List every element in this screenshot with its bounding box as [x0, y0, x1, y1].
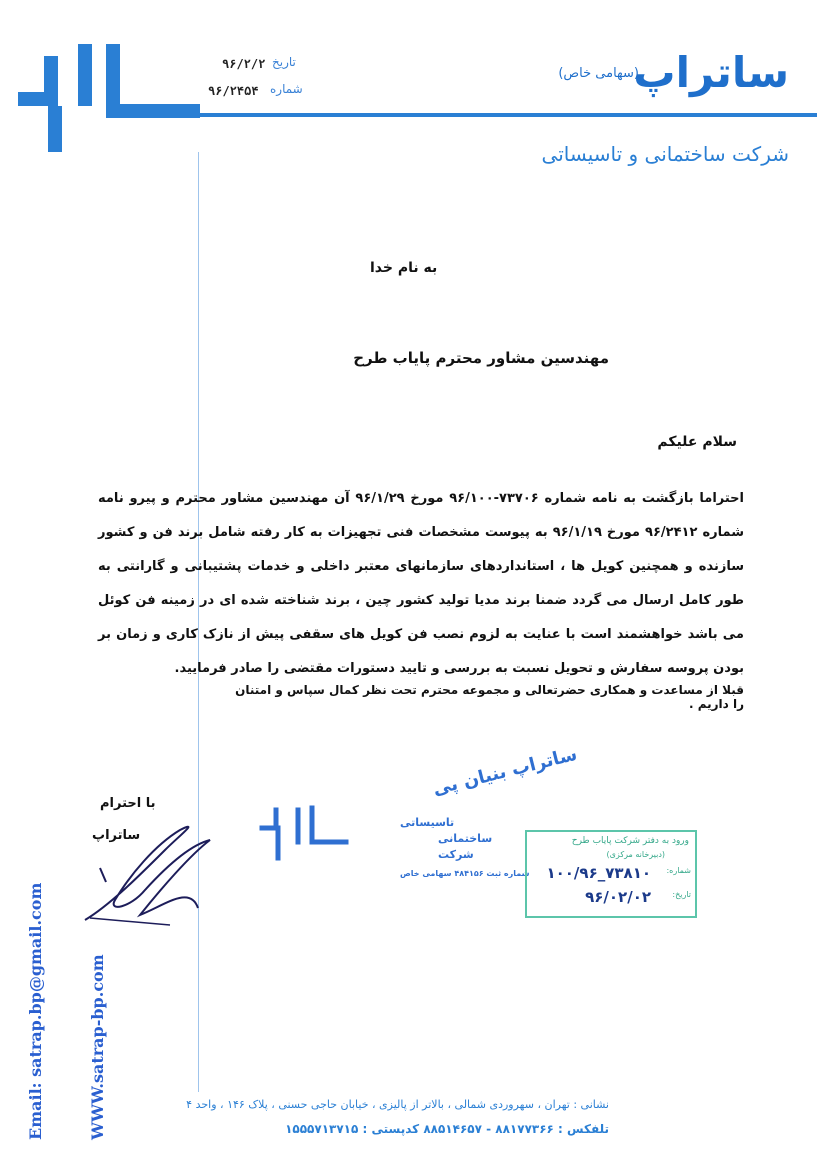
- seal-line2: تاسیساتی: [400, 816, 455, 829]
- date-label: تاریخ: [272, 55, 296, 69]
- receipt-number-label: شماره:: [666, 866, 691, 875]
- letter-closing: قبلا از مساعدت و همکاری حضرتعالی و مجموعه محترم تحت نظر کمال سپاس و امتنان را داریم .: [235, 683, 744, 711]
- satrap-logo-icon: [18, 44, 200, 152]
- receipt-date-label: تاریخ:: [672, 890, 691, 899]
- signature-icon: [70, 790, 230, 935]
- seal-line3: ساختمانی: [438, 832, 493, 845]
- date-value: ۹۶/۲/۲: [222, 57, 266, 71]
- regards: با احترام: [100, 796, 156, 811]
- recipient: مهندسین مشاور محترم پایاب طرح: [353, 349, 609, 367]
- number-label: شماره: [270, 82, 303, 96]
- signer-name: ساتراپ: [92, 828, 141, 843]
- bismillah: به نام خدا: [370, 260, 438, 276]
- number-value: ۹۶/۲۴۵۴: [208, 84, 259, 98]
- company-name: ساتراپ: [633, 48, 789, 97]
- seal-reg: شماره ثبت ۴۸۴۱۵۶ سهامی خاص: [400, 869, 530, 878]
- receipt-number-value: ۱۰۰/۹۶_۷۳۸۱۰: [546, 864, 651, 882]
- email-address: Email: satrap.bp@gmail.com: [26, 882, 45, 1140]
- seal-name: ساتراپ بنیان پی: [430, 743, 580, 800]
- receipt-stamp: [525, 830, 697, 918]
- letter-body: احتراما بازگشت به نامه شماره ۷۳۷۰۶-۹۶/۱۰۰ مورخ ۹۶/۱/۲۹ آن مهندسین مشاور محترم و پیرو نامه شماره ۹۶/۲۴۱۲ مورخ ۹۶/۱/۱۹ به پیوست مشخصات فنی تجهیزات به کار رفته شامل برند فن و کشور سازنده و همچنین کویل ها ، استانداردهای سازمانهای معتبر داخلی و خدمات پشتیبانی و گارانتی به طور کامل ارسال می گردد ضمنا برند مدیا تولید کشور چین ، برند شناخته شده ای در زمینه فن کوئل می باشد خواهشمند است با عنایت به لزوم نصب فن کویل های سقفی پیش از نازک کاری و زمان بر بودن پروسه سفارش و تحویل نسبت به بررسی و تایید دستورات مقتضی را صادر فرمایید.: [98, 491, 744, 676]
- company-seal-icon: [250, 743, 580, 880]
- receipt-subtitle: (دبیرخانه مرکزی): [606, 850, 665, 859]
- company-subtitle: شرکت ساختمانی و تاسیساتی: [541, 142, 789, 166]
- company-type: (سهامی خاص): [558, 66, 639, 81]
- phone-numbers: تلفکس : ۸۸۱۷۷۳۶۶ - ۸۸۵۱۴۶۵۷ کدپستی : ۱۵۵۵۷۱۳۷۱۵: [285, 1122, 609, 1136]
- greeting: سلام علیکم: [657, 434, 737, 450]
- seal-line4: شرکت: [438, 848, 474, 861]
- receipt-title: ورود به دفتر شرکت پایاب طرح: [571, 836, 689, 846]
- receipt-date-value: ۹۶/۰۲/۰۲: [585, 888, 651, 906]
- header-rule: [200, 113, 817, 117]
- website-url: WWW.satrap-bp.com: [88, 954, 107, 1140]
- postal-address: نشانی : تهران ، سهروردی شمالی ، بالاتر از پالیزی ، خیابان حاجی حسنی ، پلاک ۱۴۶ ، واحد ۴: [186, 1098, 609, 1111]
